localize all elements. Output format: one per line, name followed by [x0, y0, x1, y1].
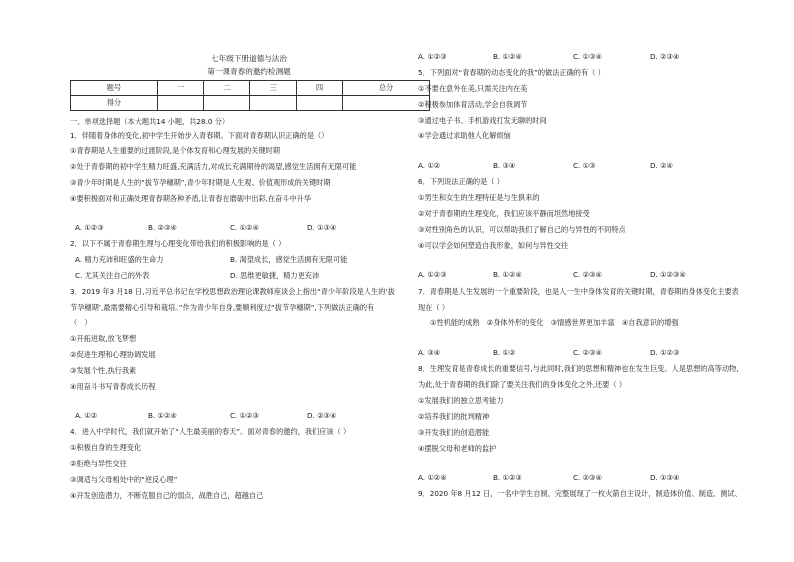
question-4-stem: 4．进入中学时代，我们就开始了“人生最美丽的春天”。面对青春的邀约，我们应该（ ） — [70, 427, 351, 436]
exam-subtitle: 第一课青春的邀约检测题 — [207, 67, 291, 76]
score-table-cell: 题号 — [71, 81, 158, 96]
question-1-item: ③青少年时期是人生的“拔节孕穗期”,青少年时期是人生观、价值观形成的关键时期 — [70, 178, 331, 187]
question-8-item: ④摆脱父母和老师的监护 — [418, 444, 497, 453]
section-heading: 一、单项选择题（本大题共14 小题，共28.0 分） — [70, 117, 230, 126]
question-3-line: （ ） — [70, 318, 92, 327]
question-6-stem: 6．下列说法正确的是（ ） — [418, 177, 504, 186]
right-column — [418, 0, 768, 562]
question-7-line: 现在（ ） — [418, 303, 450, 312]
option[interactable]: A. ①②④ — [418, 473, 447, 482]
option[interactable]: C. 尤其关注自己的外表 — [75, 271, 150, 280]
left-column — [70, 0, 420, 562]
question-4-item: ④开发创造潜力，不断克服自己的弱点，战胜自己，超越自己 — [70, 491, 264, 500]
score-table-cell: 得分 — [71, 96, 158, 111]
question-1-item: ④要积极面对和正确处理青春期各种矛盾,让青春在磨砺中出彩,在奋斗中升华 — [70, 194, 312, 203]
option[interactable]: A. 精力充沛和旺盛的生命力 — [75, 255, 164, 264]
score-input-cell[interactable] — [296, 96, 342, 111]
score-table-cell: 二 — [204, 81, 250, 96]
question-3-item: ④用奋斗书写青春成长历程 — [70, 382, 156, 391]
option[interactable]: B. ①②④ — [148, 411, 177, 420]
option[interactable]: D. ①②③④ — [650, 270, 686, 279]
score-table-cell: 总分 — [343, 81, 430, 96]
question-6-item: ③对性别角色的认识，可以帮助我们了解自己的与异性的不同特点 — [418, 225, 626, 234]
option[interactable]: A. ①② — [75, 411, 98, 420]
question-3-line: 节孕穗期’,最需要精心引导和栽培。”作为青少年自身,要顺利度过“拔节孕穗期”,下列做法正确的有 — [70, 303, 375, 312]
question-3-line: 3．2019 年3 月18 日,习近平总书记在学校思想政治理论课教师座谈会上指出“青少年阶段是人生的‘拔 — [70, 287, 395, 296]
option[interactable]: D. 思维更敏捷，精力更充沛 — [230, 271, 320, 280]
score-table — [70, 80, 430, 111]
option[interactable]: D. ②③④ — [307, 411, 337, 420]
option[interactable]: C. ①③ — [573, 161, 596, 170]
question-6-item: ②对于青春期的生理变化，我们应该平静而坦然地接受 — [418, 209, 590, 218]
question-3-item: ①开拓进取,放飞梦想 — [70, 334, 137, 343]
score-table-cell: 三 — [250, 81, 296, 96]
question-8-item: ③开发我们的创造潜能 — [418, 428, 490, 437]
option[interactable]: D. ②④ — [650, 161, 673, 170]
option[interactable]: A. ①②③ — [418, 270, 447, 279]
question-8-item: ②培养我们的批判精神 — [418, 412, 490, 421]
score-table-header-row — [71, 81, 430, 96]
score-input-cell[interactable] — [343, 96, 430, 111]
option[interactable]: C. ②③④ — [573, 270, 602, 279]
question-2-stem: 2．以下不属于青春期生理与心理变化带给我们的积极影响的是（ ） — [70, 239, 286, 248]
option[interactable]: C. ②③④ — [573, 473, 602, 482]
question-5-item: ②积极参加体育活动,学会自我调节 — [418, 100, 528, 109]
question-7-line: 7．青春期是人生发展的一个重要阶段，也是人一生中身体发育的关键时期，青春期的身体变化主要表 — [418, 287, 739, 296]
question-5-stem: 5．下列面对“青春期的动态变化的我”的做法正确的有（ ） — [418, 68, 605, 77]
question-1-item: ①青春期是人生重要的过渡阶段,是个体发育和心理发展的关键时期 — [70, 146, 280, 155]
option[interactable]: D. ①③④ — [650, 473, 680, 482]
question-6-item: ①男生和女生的生理特征是与生俱来的 — [418, 193, 540, 202]
option[interactable]: D. ①②③ — [650, 348, 680, 357]
question-1-item: ②处于青春期的初中学生精力旺盛,充满活力,对成长充满期待的渴望,感觉生活拥有无限可能 — [70, 162, 357, 171]
option[interactable]: C. ②③④ — [573, 348, 602, 357]
question-5-item: ①不要在意外在美,只需关注内在美 — [418, 84, 528, 93]
option[interactable]: A. ①②③ — [418, 52, 447, 61]
option[interactable]: B. ②③④ — [148, 223, 177, 232]
score-table-score-row — [71, 96, 430, 111]
question-4-item: ③调适与父母相处中的“逆反心理” — [70, 475, 178, 484]
question-4-item: ②拒绝与异性交往 — [70, 459, 127, 468]
option[interactable]: B. 渴望成长，感觉生活拥有无限可能 — [230, 255, 348, 264]
option[interactable]: A. ①②③ — [75, 223, 104, 232]
option[interactable]: B. ③④ — [493, 161, 516, 170]
score-table-cell: 四 — [296, 81, 342, 96]
question-7-items: ①性机能的成熟 ②身体外形的变化 ③情感世界更加丰富 ④自我意识的增强 — [430, 318, 679, 327]
score-input-cell[interactable] — [204, 96, 250, 111]
score-table-cell: 一 — [157, 81, 203, 96]
question-5-item: ③通过电子书、手机游戏打发无聊的时间 — [418, 116, 547, 125]
option[interactable]: C. ①②④ — [230, 223, 259, 232]
question-1-stem: 1．伴随着身体的变化,初中学生开始步入青春期。下面对青春期认识正确的是（） — [70, 131, 329, 140]
option[interactable]: A. ③④ — [418, 348, 441, 357]
option[interactable]: B. ①②④ — [493, 52, 522, 61]
option[interactable]: C. ①③④ — [573, 52, 602, 61]
question-9-stem: 9．2020 年8 月12 日，一名中学生自制，完整展现了一枚火箭自主设计，制造体价值、制造、测试、 — [418, 489, 742, 498]
question-3-item: ③发展个性,执行我素 — [70, 366, 137, 375]
score-input-cell[interactable] — [250, 96, 296, 111]
question-6-item: ④可以学会如何塑造自我形象，如何与异性交往 — [418, 241, 569, 250]
question-8-item: ①发展我们的独立思考能力 — [418, 396, 504, 405]
score-input-cell[interactable] — [157, 96, 203, 111]
question-8-line: 8．生理发育是青春成长的重要信号,与此同时,我们的思想和精神也在发生巨变。人是思想的高等动物, — [418, 364, 739, 373]
option[interactable]: D. ①③④ — [307, 223, 337, 232]
option[interactable]: A. ①② — [418, 161, 441, 170]
question-8-line: 为此,处于青春期的我们除了要关注我们的身体变化之外,还要（ ） — [418, 380, 627, 389]
question-3-item: ②促进生理和心理协调发展 — [70, 350, 156, 359]
question-4-item: ①积极自身的生理变化 — [70, 443, 142, 452]
exam-title: 七年级下册道德与法治 — [211, 54, 287, 63]
option[interactable]: B. ①② — [493, 348, 516, 357]
question-5-item: ④学会通过求助他人化解烦恼 — [418, 131, 511, 140]
option[interactable]: C. ①②③ — [230, 411, 259, 420]
option[interactable]: D. ②③④ — [650, 52, 680, 61]
option[interactable]: B. ①②③ — [493, 473, 522, 482]
option[interactable]: B. ①②④ — [493, 270, 522, 279]
